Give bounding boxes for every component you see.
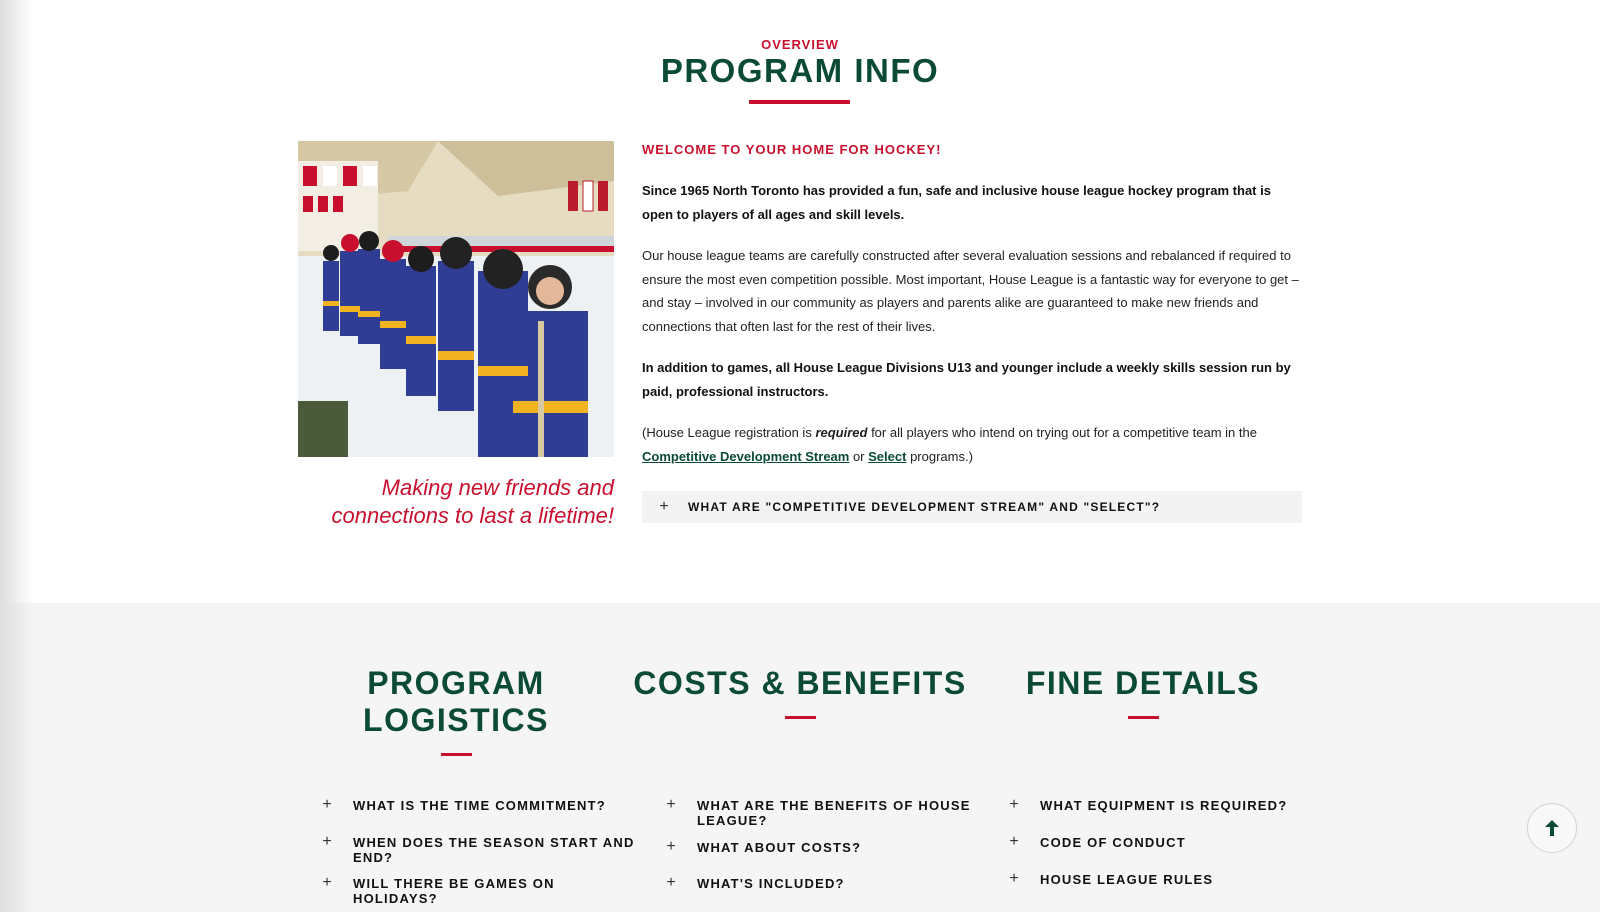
plus-icon: + (1009, 870, 1019, 887)
faq-item[interactable] (998, 835, 1338, 851)
intro-paragraph: Since 1965 North Toronto has provided a fun, safe and inclusive house league hockey program that is open to players of all ages and skill levels. (642, 183, 1271, 222)
skills-paragraph: In addition to games, all House League Divisions U13 and younger include a weekly skills session run by paid, professional instructors. (642, 360, 1291, 399)
faq-question: WILL THERE BE GAMES ON HOLIDAYS? (353, 876, 555, 906)
registration-note-middle: for all players who intend on trying out for a competitive team in the (867, 425, 1257, 440)
faq-question: WHAT IS THE TIME COMMITMENT? (353, 798, 606, 813)
competitive-stream-accordion[interactable] (642, 491, 1302, 523)
column-underline (785, 716, 816, 719)
plus-icon: + (666, 874, 676, 891)
registration-note-emphasis: required (815, 425, 868, 440)
photo-caption: Making new friends and connections to last a lifetime! (331, 475, 614, 528)
registration-note-or: or (849, 448, 869, 464)
fine-details-column (973, 665, 1313, 719)
program-logistics-column (286, 665, 626, 756)
faq-question: CODE OF CONDUCT (1040, 835, 1186, 850)
column-title: COSTS & BENEFITS (633, 665, 967, 701)
faq-item[interactable] (998, 872, 1338, 888)
faq-question: HOUSE LEAGUE RULES (1040, 872, 1214, 887)
registration-note (642, 421, 1302, 468)
faq-item[interactable] (311, 798, 651, 814)
registration-note-prefix: (House League registration is (642, 425, 816, 440)
select-link[interactable]: Select (868, 448, 907, 464)
plus-icon: + (322, 874, 332, 891)
teams-paragraph: Our house league teams are carefully constructed after several evaluation sessions and rebalanced if required to ensure the most even competition possible. Most important, House League is a fantastic way for everyone to get – and stay – involved in our community as players and parents alike are guaranteed to make new friends and connections that often last for the rest of their lives. (642, 248, 1299, 334)
program-description (642, 142, 1302, 486)
registration-note-suffix: programs.) (906, 448, 973, 464)
faq-question: WHEN DOES THE SEASON START AND END? (353, 835, 635, 865)
title-underline (749, 100, 850, 104)
faq-item[interactable] (311, 835, 651, 865)
faq-question: WHAT ARE THE BENEFITS OF HOUSE LEAGUE? (697, 798, 971, 828)
faq-item[interactable] (655, 876, 995, 892)
welcome-heading: WELCOME TO YOUR HOME FOR HOCKEY! (642, 142, 942, 157)
plus-icon: + (666, 796, 676, 813)
page-title: PROGRAM INFO (660, 52, 940, 89)
column-underline (1128, 716, 1159, 719)
scroll-to-top-button[interactable] (1527, 803, 1577, 853)
faq-question: WHAT'S INCLUDED? (697, 876, 845, 891)
faq-item[interactable] (655, 840, 995, 856)
faq-item[interactable] (998, 798, 1338, 814)
column-underline (441, 753, 472, 756)
arrow-up-icon (1542, 818, 1562, 838)
faq-item[interactable] (311, 876, 651, 906)
competitive-development-stream-link[interactable]: Competitive Development Stream (642, 448, 850, 464)
faq-item[interactable] (655, 798, 995, 828)
plus-icon: + (322, 833, 332, 850)
column-title: FINE DETAILS (1025, 665, 1261, 701)
plus-icon: + (659, 498, 669, 515)
plus-icon: + (322, 796, 332, 813)
column-title: PROGRAM LOGISTICS (363, 665, 549, 738)
faq-section (0, 603, 1600, 912)
section-eyebrow: OVERVIEW (761, 37, 839, 52)
faq-question: WHAT EQUIPMENT IS REQUIRED? (1040, 798, 1288, 813)
plus-icon: + (1009, 796, 1019, 813)
plus-icon: + (1009, 833, 1019, 850)
plus-icon: + (666, 838, 676, 855)
accordion-label: WHAT ARE "COMPETITIVE DEVELOPMENT STREAM" AND "SELECT"? (688, 500, 1161, 514)
faq-question: WHAT ABOUT COSTS? (697, 840, 862, 855)
costs-benefits-column (630, 665, 970, 719)
hockey-team-photo (298, 141, 614, 457)
